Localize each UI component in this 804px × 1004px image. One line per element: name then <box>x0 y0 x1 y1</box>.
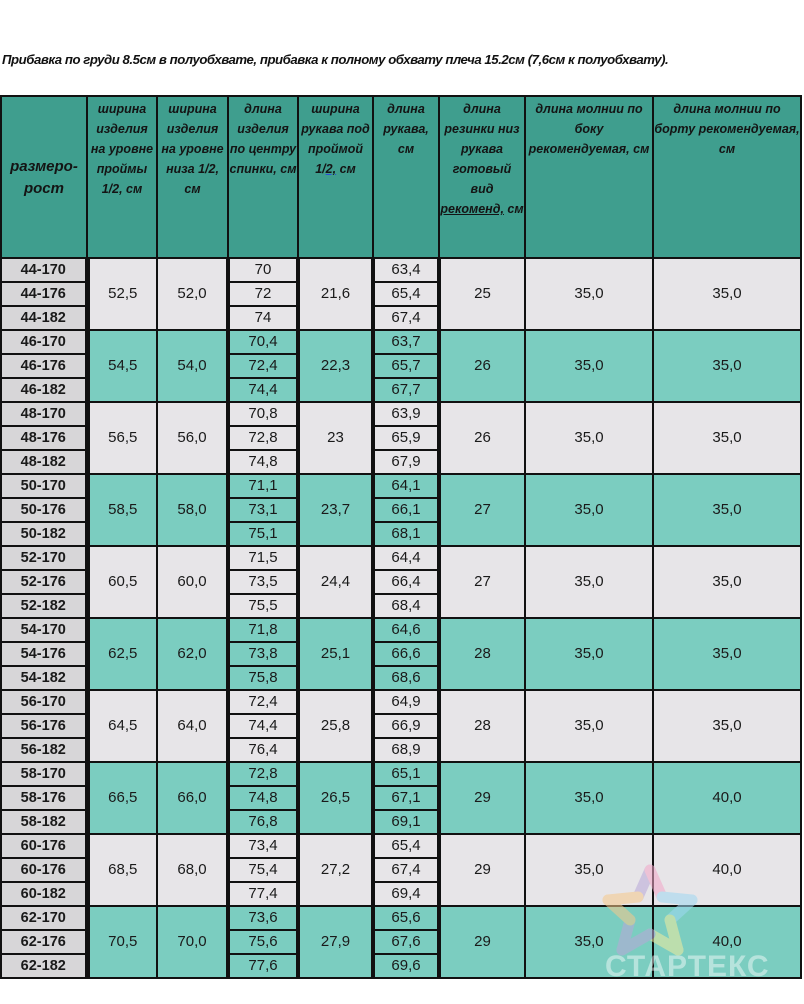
back-length-cell: 75,1 <box>228 522 298 546</box>
sleeve-length-cell: 69,1 <box>373 810 439 834</box>
sleeve-length-cell: 65,6 <box>373 906 439 930</box>
back-length-cell: 76,8 <box>228 810 298 834</box>
cuff-elastic-cell: 26 <box>439 330 525 402</box>
zip-front-cell: 35,0 <box>653 474 801 546</box>
size-cell: 54-170 <box>1 618 87 642</box>
cuff-elastic-cell: 27 <box>439 474 525 546</box>
back-length-cell: 71,1 <box>228 474 298 498</box>
size-cell: 62-176 <box>1 930 87 954</box>
sleeve-length-cell: 66,6 <box>373 642 439 666</box>
back-length-cell: 73,1 <box>228 498 298 522</box>
hem-half-cell: 58,0 <box>157 474 228 546</box>
back-length-cell: 73,5 <box>228 570 298 594</box>
back-length-cell: 75,6 <box>228 930 298 954</box>
back-length-cell: 73,4 <box>228 834 298 858</box>
hem-half-cell: 68,0 <box>157 834 228 906</box>
sleeve-length-cell: 63,9 <box>373 402 439 426</box>
chest-half-cell: 60,5 <box>87 546 157 618</box>
size-cell: 52-170 <box>1 546 87 570</box>
watermark-text: СТАРТЕКС <box>605 950 770 983</box>
zip-front-cell: 35,0 <box>653 546 801 618</box>
hem-half-cell: 66,0 <box>157 762 228 834</box>
sleeve-length-cell: 68,9 <box>373 738 439 762</box>
chest-half-cell: 54,5 <box>87 330 157 402</box>
back-length-cell: 72,8 <box>228 762 298 786</box>
sleeve-length-cell: 67,9 <box>373 450 439 474</box>
sleeve-length-cell: 65,4 <box>373 282 439 306</box>
zip-front-cell: 35,0 <box>653 330 801 402</box>
zip-side-cell: 35,0 <box>525 618 653 690</box>
sleeve-width-cell: 23,7 <box>298 474 373 546</box>
cuff-elastic-cell: 29 <box>439 834 525 906</box>
size-cell: 60-182 <box>1 882 87 906</box>
zip-front-cell: 40,0 <box>653 834 801 906</box>
size-cell: 50-182 <box>1 522 87 546</box>
hem-half-cell: 70,0 <box>157 906 228 978</box>
sleeve-width-cell: 24,4 <box>298 546 373 618</box>
back-length-cell: 75,8 <box>228 666 298 690</box>
chest-half-cell: 62,5 <box>87 618 157 690</box>
zip-side-cell: 35,0 <box>525 330 653 402</box>
sleeve-length-cell: 67,4 <box>373 858 439 882</box>
zip-side-cell: 35,0 <box>525 258 653 330</box>
zip-side-cell: 35,0 <box>525 402 653 474</box>
hem-half-cell: 54,0 <box>157 330 228 402</box>
size-cell: 52-182 <box>1 594 87 618</box>
allowance-note: Прибавка по груди 8.5см в полуобхвате, прибавка к полному обхвату плеча 15.2см (7,6см к полуобхвату). <box>2 52 669 67</box>
cuff-elastic-cell: 28 <box>439 690 525 762</box>
hem-half-cell: 60,0 <box>157 546 228 618</box>
cuff-elastic-cell: 28 <box>439 618 525 690</box>
back-length-cell: 74 <box>228 306 298 330</box>
back-length-cell: 73,6 <box>228 906 298 930</box>
size-cell: 58-170 <box>1 762 87 786</box>
size-cell: 52-176 <box>1 570 87 594</box>
cuff-elastic-cell: 26 <box>439 402 525 474</box>
back-length-cell: 70,4 <box>228 330 298 354</box>
sleeve-length-cell: 68,4 <box>373 594 439 618</box>
sleeve-length-cell: 63,7 <box>373 330 439 354</box>
header-hem-half: ширина изделия на уровне низа 1/2, см <box>157 96 228 258</box>
chest-half-cell: 64,5 <box>87 690 157 762</box>
header-back-length: длина изделия по центру спинки, см <box>228 96 298 258</box>
sleeve-length-cell: 69,6 <box>373 954 439 978</box>
table-row <box>1 618 801 642</box>
zip-front-cell: 35,0 <box>653 258 801 330</box>
size-cell: 58-176 <box>1 786 87 810</box>
hem-half-cell: 64,0 <box>157 690 228 762</box>
sleeve-length-cell: 65,9 <box>373 426 439 450</box>
back-length-cell: 73,8 <box>228 642 298 666</box>
sleeve-length-cell: 64,1 <box>373 474 439 498</box>
size-cell: 50-176 <box>1 498 87 522</box>
zip-side-cell: 35,0 <box>525 546 653 618</box>
size-chart-table <box>0 95 802 979</box>
hem-half-cell: 56,0 <box>157 402 228 474</box>
table-row <box>1 546 801 570</box>
sleeve-width-cell: 22,3 <box>298 330 373 402</box>
back-length-cell: 70 <box>228 258 298 282</box>
header-zip-front: длина молнии по борту рекомендуемая, см <box>653 96 801 258</box>
chest-half-cell: 52,5 <box>87 258 157 330</box>
table-row <box>1 690 801 714</box>
size-cell: 56-170 <box>1 690 87 714</box>
size-cell: 46-182 <box>1 378 87 402</box>
table-row <box>1 474 801 498</box>
hem-half-cell: 62,0 <box>157 618 228 690</box>
size-cell: 44-176 <box>1 282 87 306</box>
sleeve-length-cell: 63,4 <box>373 258 439 282</box>
chest-half-cell: 58,5 <box>87 474 157 546</box>
back-length-cell: 75,4 <box>228 858 298 882</box>
size-cell: 54-182 <box>1 666 87 690</box>
back-length-cell: 72,8 <box>228 426 298 450</box>
back-length-cell: 74,8 <box>228 450 298 474</box>
size-cell: 48-176 <box>1 426 87 450</box>
sleeve-width-cell: 26,5 <box>298 762 373 834</box>
sleeve-length-cell: 65,1 <box>373 762 439 786</box>
sleeve-length-cell: 68,6 <box>373 666 439 690</box>
zip-side-cell: 35,0 <box>525 834 653 906</box>
chest-half-cell: 70,5 <box>87 906 157 978</box>
sleeve-length-cell: 64,6 <box>373 618 439 642</box>
back-length-cell: 74,4 <box>228 378 298 402</box>
sleeve-length-cell: 64,4 <box>373 546 439 570</box>
table-row <box>1 834 801 858</box>
sleeve-width-cell: 27,2 <box>298 834 373 906</box>
sleeve-length-cell: 67,6 <box>373 930 439 954</box>
table-row <box>1 330 801 354</box>
size-cell: 44-170 <box>1 258 87 282</box>
back-length-cell: 74,4 <box>228 714 298 738</box>
size-cell: 46-170 <box>1 330 87 354</box>
chest-half-cell: 66,5 <box>87 762 157 834</box>
size-cell: 60-176 <box>1 858 87 882</box>
back-length-cell: 76,4 <box>228 738 298 762</box>
back-length-cell: 71,8 <box>228 618 298 642</box>
zip-front-cell: 35,0 <box>653 402 801 474</box>
size-cell: 48-182 <box>1 450 87 474</box>
cuff-elastic-cell: 27 <box>439 546 525 618</box>
sleeve-length-cell: 68,1 <box>373 522 439 546</box>
cuff-elastic-cell: 29 <box>439 906 525 978</box>
size-cell: 62-170 <box>1 906 87 930</box>
back-length-cell: 74,8 <box>228 786 298 810</box>
size-cell: 48-170 <box>1 402 87 426</box>
table-row <box>1 762 801 786</box>
zip-front-cell: 40,0 <box>653 762 801 834</box>
header-row <box>1 96 801 258</box>
back-length-cell: 71,5 <box>228 546 298 570</box>
sleeve-length-cell: 67,4 <box>373 306 439 330</box>
sleeve-length-cell: 65,7 <box>373 354 439 378</box>
hem-half-cell: 52,0 <box>157 258 228 330</box>
sleeve-length-cell: 65,4 <box>373 834 439 858</box>
table-body <box>1 258 801 978</box>
back-length-cell: 77,4 <box>228 882 298 906</box>
size-cell: 46-176 <box>1 354 87 378</box>
header-sleeve-width: ширина рукава под проймой 1/2, см <box>298 96 373 258</box>
size-cell: 56-182 <box>1 738 87 762</box>
sleeve-width-cell: 25,8 <box>298 690 373 762</box>
size-cell: 50-170 <box>1 474 87 498</box>
size-cell: 60-176 <box>1 834 87 858</box>
back-length-cell: 72,4 <box>228 690 298 714</box>
zip-side-cell: 35,0 <box>525 762 653 834</box>
sleeve-width-cell: 25,1 <box>298 618 373 690</box>
sleeve-width-cell: 21,6 <box>298 258 373 330</box>
zip-front-cell: 40,0 <box>653 906 801 978</box>
header-zip-side: длина молнии по боку рекомендуемая, см <box>525 96 653 258</box>
header-size: размеро-рост <box>1 96 87 258</box>
back-length-cell: 77,6 <box>228 954 298 978</box>
zip-side-cell: 35,0 <box>525 690 653 762</box>
zip-front-cell: 35,0 <box>653 690 801 762</box>
zip-side-cell: 35,0 <box>525 474 653 546</box>
sleeve-length-cell: 69,4 <box>373 882 439 906</box>
chest-half-cell: 56,5 <box>87 402 157 474</box>
size-cell: 44-182 <box>1 306 87 330</box>
zip-front-cell: 35,0 <box>653 618 801 690</box>
header-chest-half: ширина изделия на уровне проймы 1/2, см <box>87 96 157 258</box>
sleeve-width-cell: 23 <box>298 402 373 474</box>
size-cell: 58-182 <box>1 810 87 834</box>
header-sleeve-length: длина рукава, см <box>373 96 439 258</box>
size-cell: 54-176 <box>1 642 87 666</box>
sleeve-width-cell: 27,9 <box>298 906 373 978</box>
size-chart-table-wrapper <box>0 95 800 979</box>
sleeve-length-cell: 66,4 <box>373 570 439 594</box>
back-length-cell: 72,4 <box>228 354 298 378</box>
chest-half-cell: 68,5 <box>87 834 157 906</box>
sleeve-length-cell: 64,9 <box>373 690 439 714</box>
sleeve-length-cell: 66,9 <box>373 714 439 738</box>
size-cell: 62-182 <box>1 954 87 978</box>
size-cell: 56-176 <box>1 714 87 738</box>
back-length-cell: 72 <box>228 282 298 306</box>
table-row <box>1 258 801 282</box>
sleeve-length-cell: 67,1 <box>373 786 439 810</box>
sleeve-length-cell: 67,7 <box>373 378 439 402</box>
table-row <box>1 402 801 426</box>
cuff-elastic-cell: 29 <box>439 762 525 834</box>
back-length-cell: 75,5 <box>228 594 298 618</box>
header-cuff-elastic: длина резинки низ рукава готовый вид рекоменд, см <box>439 96 525 258</box>
zip-side-cell: 35,0 <box>525 906 653 978</box>
cuff-elastic-cell: 25 <box>439 258 525 330</box>
table-row <box>1 906 801 930</box>
back-length-cell: 70,8 <box>228 402 298 426</box>
sleeve-length-cell: 66,1 <box>373 498 439 522</box>
